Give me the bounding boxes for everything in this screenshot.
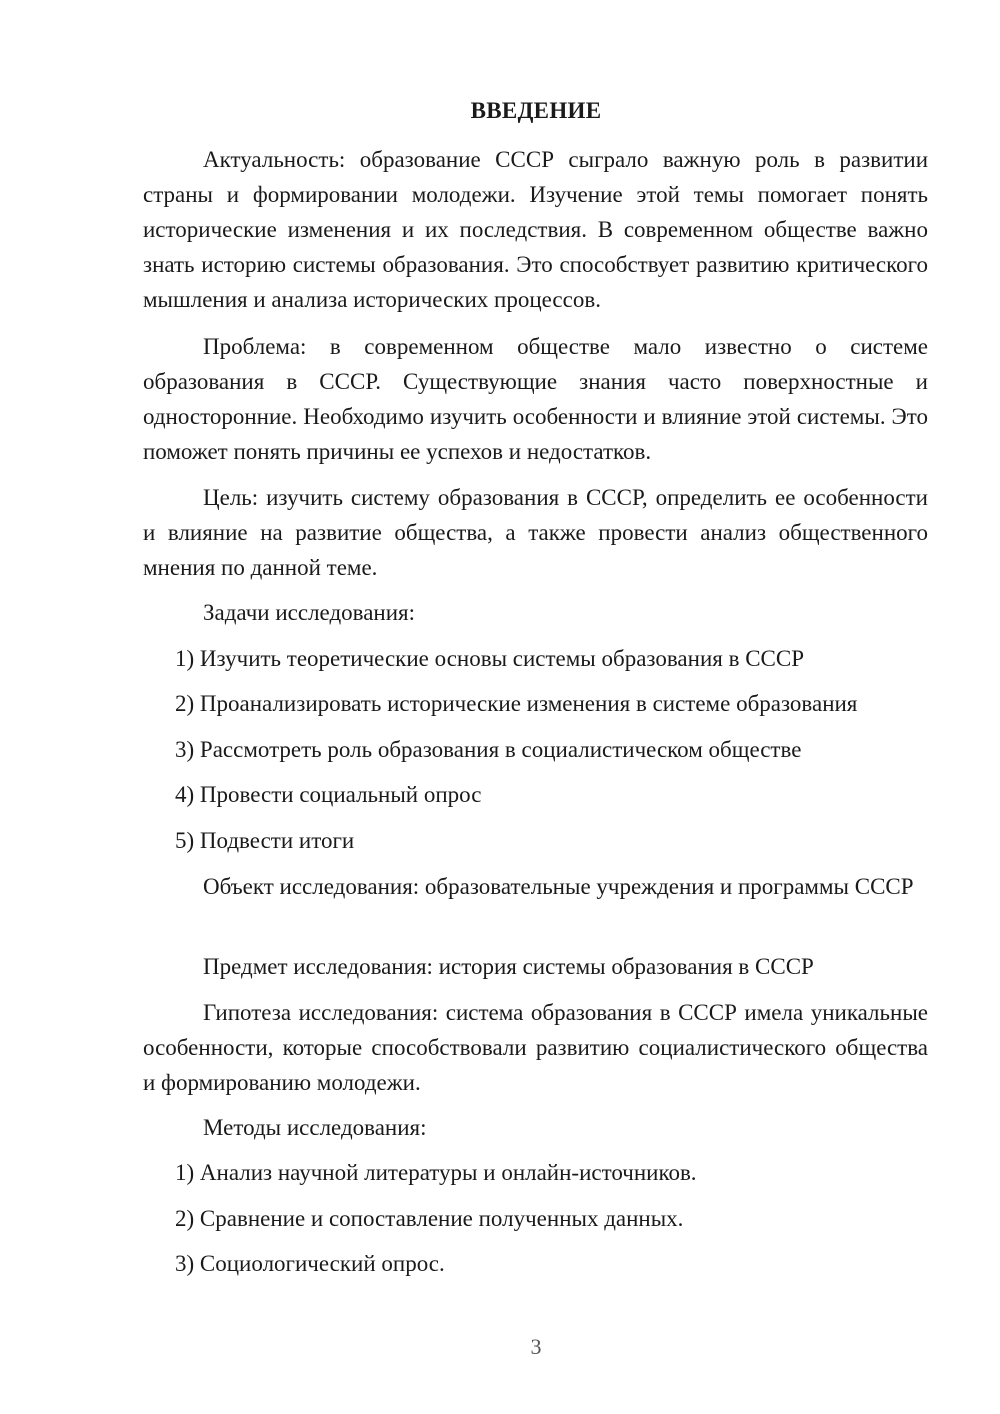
page-title: ВВЕДЕНИЕ [470, 98, 602, 123]
method-item: 2) Сравнение и сопоставление полученных данных. [175, 1206, 684, 1231]
goal-paragraph: Цель: изучить систему образования в СССР, определить ее особенности и влияние на развитие общества, а также провести анализ общественного мнения по данной теме. [143, 485, 928, 580]
relevance-paragraph: Актуальность: образование СССР сыграло важную роль в развитии страны и формировании молодежи. Изучение этой темы помогает понять исторические изменения и их последствия. В современном обществе важно знать историю системы образования. Это способствует развитию критического мышления и анализа исторических процессов. [143, 147, 928, 312]
object-paragraph: Объект исследования: образовательные учреждения и программы СССР [203, 874, 914, 899]
task-item: 5) Подвести итоги [175, 828, 355, 853]
task-item: 4) Провести социальный опрос [175, 782, 482, 807]
subject-line: Предмет исследования: история системы образования в СССР [203, 954, 814, 979]
task-item: 1) Изучить теоретические основы системы образования в СССР [175, 646, 805, 671]
method-item: 3) Социологический опрос. [175, 1251, 445, 1276]
task-item: 3) Рассмотреть роль образования в социалистическом обществе [175, 737, 802, 762]
task-item: 2) Проанализировать исторические изменения в системе образования [175, 691, 858, 716]
problem-paragraph: Проблема: в современном обществе мало известно о системе образования в СССР. Существующие знания часто поверхностные и односторонние. Необходимо изучить особенности и влияние этой системы. Это поможет понять причины ее успехов и недостатков. [143, 334, 928, 464]
hypothesis-paragraph: Гипотеза исследования: система образования в СССР имела уникальные особенности, которые способствовали развитию социалистического общества и формированию молодежи. [143, 1000, 928, 1095]
page-number: 3 [530, 1334, 542, 1359]
methods-heading: Методы исследования: [203, 1115, 427, 1140]
method-item: 1) Анализ научной литературы и онлайн-источников. [175, 1160, 697, 1185]
tasks-heading: Задачи исследования: [203, 600, 416, 625]
